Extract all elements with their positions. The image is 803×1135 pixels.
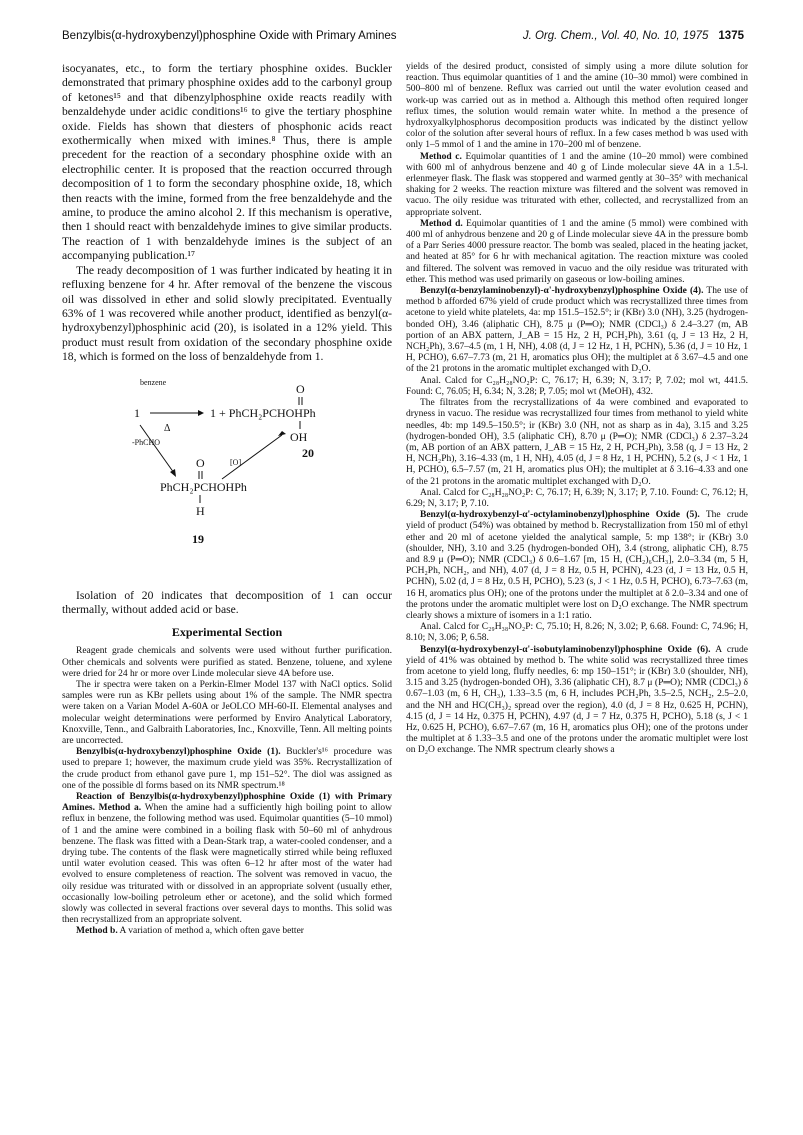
journal-citation — [523, 30, 744, 42]
paragraph — [406, 219, 748, 286]
paragraph-title: Method c. — [420, 151, 462, 162]
paragraph — [62, 926, 392, 937]
paragraph: isocyanates, etc., to form the tertiary phosphine oxides. Buckler demonstrated that primary phosphine oxides add to the carbonyl group of ketones¹⁵ and that dibenzylphosphine oxide reacts readily with benzaldehyde under acidic conditions¹⁶ to give the tertiary phosphine oxide. Fields has shown that diesters of phosphonic acids react exothermically when mixed with imines.⁸ Thus, there is ample precedent for the reaction of a secondary phosphine oxide with an electrophilic center. It is proposed that the reaction occurred through decomposition of 1 to form the secondary phosphine oxide, 18, which then reacts with the imine, formed from the free benzaldehyde and the amine, to produce the amino alcohol 2. If this mechanism is operative, then 1 should react with benzaldehyde imines to give similar products. The reaction of 1 with benzaldehyde imines is the subject of an accompanying publication.¹⁷ — [62, 62, 392, 263]
paragraph-title: Method d. — [420, 218, 463, 229]
scheme-product-a: 1 + PhCH₂PCHOHPh — [210, 405, 316, 420]
running-title: Benzylbis(α-hydroxybenzyl)phosphine Oxide with Primary Amines — [62, 30, 397, 42]
scheme-arrow — [222, 435, 282, 479]
scheme-arrowhead — [170, 469, 176, 477]
paragraph: Anal. Calcd for C₂₈H₂₈NO₂P: C, 76.17; H, 6.39; N, 3.17; P, 7.10. Found: C, 76.12; H, 6.29; N, 3.17; P, 7.10. — [406, 487, 748, 509]
paragraph: Reagent grade chemicals and solvents were used without further purification. Other chemicals and solvents were purified as stated. Benzene, toluene, and xylene were dried for 24 hr or more over Linde molecular sieve 4A before use. — [62, 646, 392, 679]
scheme-number-19: 19 — [192, 531, 204, 546]
paragraph — [406, 152, 748, 219]
paragraph: The filtrates from the recrystallizations of 4a were combined and evaporated to dryness in vacuo. The residue was recrystallized four times from methanol to yield white needles, 4b: mp 149.5–150.5°; ir (KBr) 3.0 (NH, not as sharp as in 4a), 3.15 and 3.25 (hydrogen-bonded OH), 3.5 (aliphatic CH), 8.70 μ (P═O); NMR (CDCl₃) δ 2.37–3.24 (m, AB portion of an ABX pattern, J_AB = 15 Hz, 2 H, PCH₂Ph), 3.58 (q, J = 13 Hz, 2 H, NCH₂Ph), 3.16–4.33 (m, 1 H, NH), 4.05 (d, J = 8 Hz, 1 H, PCHN), 5.2 (s, J < 1 Hz, 1 H, PCHO), 6.5–7.57 (m, 21 H, aromatics plus OH); the multiplet at δ 3.16–4.33 and one of the 21 protons in the aromatic multiplet exchanged with D₂O. — [406, 398, 748, 487]
reaction-scheme-drawing — [62, 373, 392, 583]
paragraph: Anal. Calcd for C₂₈H₂₈NO₂P: C, 76.17; H, 6.39; N, 3.17; P, 7.02; mol wt, 441.5. Found: C, 76.05; H, 6.34; N, 3.28; P, 7.05; mol wt (MeOH), 432. — [406, 375, 748, 397]
paragraph — [406, 286, 748, 376]
scheme-label-heat: Δ — [164, 422, 171, 434]
paragraph-body: The use of method b afforded 67% yield of crude product which was recrystallized three times from acetone to yield white platelets, 4a: mp 151.5–152.5°; ir (KBr) 3.0 (NH), 3.25 (hydrogen-bonded OH), 3.46 (aliphatic CH), 8.75 μ (P═O); NMR (CDCl₃) δ 2.4–3.27 (m, AB portion of an ABX pattern, J_AB = 15 Hz, 2 H, PCH₂Ph), 3.61 (q, J = 13 Hz, 2 H, NCH₂Ph), 3.67–4.5 (m, 1 H, NH), 4.08 (d, J = 12 Hz, 1 H, PCHN), 5.36 (d, J = 10 Hz, 1 H, PCHO), 6.67–7.73 (m, 21 H, aromatics plus OH); the multiplet at δ 3.67–4.5 and one of the 21 protons in the aromatic multiplet exchanged with D₂O. — [406, 286, 748, 375]
page-number: 1375 — [718, 30, 744, 42]
scheme-label-oxidation: [O] — [230, 457, 242, 467]
paragraph — [406, 510, 748, 622]
left-column — [62, 62, 392, 938]
paragraph — [406, 645, 748, 757]
paragraph-body: Equimolar quantities of 1 and the amine (5 mmol) were combined with 400 ml of anhydrous benzene and 20 g of Linde molecular sieve 4A in the pressure bomb of a Parr Series 4000 pressure reactor. The bomb was sealed, placed in the heating jacket, and heated at 85° for 6 hr with mechanical agitation. The reaction mixture was cooled and filtered. The solvent was removed in vacuo and the oily residue was triturated with ether. This method was used primarily on gaseous or low-boiling amines. — [406, 218, 749, 285]
scheme-hydrogen: H — [196, 503, 205, 518]
paragraph: The ir spectra were taken on a Perkin-Elmer Model 137 with NaCl optics. Solid samples were run as KBr pellets using about 1% of the sample. The NMR spectra were taken on a Varian Model A-60A or JeOLCO MH-60-II. Elemental analyses and molecular weight determinations were performed by Enviro Analytical Laboratory, Knoxville, Tenn., and Galbraith Laboratories, Inc., Knoxville, Tenn. All melting points are uncorrected. — [62, 679, 392, 746]
scheme-label-loss: -PhCHO — [132, 437, 161, 447]
paragraph-body: A variation of method a, which often gave better — [117, 926, 304, 937]
scheme-hydroxyl: OH — [290, 429, 308, 444]
paragraph-title: Benzyl(α-hydroxybenzyl-α'-isobutylaminobenzyl)phosphine Oxide (6). — [420, 644, 711, 655]
right-column — [406, 62, 748, 757]
journal-name: J. Org. Chem., Vol. 40, No. 10, 1975 — [522, 30, 709, 42]
scheme-oxygen-2: O — [196, 455, 205, 470]
paragraph-body: The crude yield of product (54%) was obtained by method b. Recrystallization from 150 ml of ethyl ether and 20 ml of acetone yielded the analytical sample, 5: mp 138°; ir (KBr) 3.0 (shoulder, NH), 3.10 and 3.25 (hydrogen-bonded OH), 3.4 (strong, aliphatic CH), 8.75 and 8.9 μ (P═O); NMR (CDCl₃) δ 0.6–1.67 [m, 15 H, (CH₂)₆CH₃], 2.0–3.34 (m, 5 H, PCH₂Ph, NCH₂, and NH), 4.07 (d, J = 8 Hz, 0.5 H, PCHN), 4.23 (d, J = 13 Hz, 0.5 H, PCHN), 5.02 (d, J = 8 Hz, 0.5 H, PCHO), 5.23 (s, J < 1 Hz, 0.5 H, PCHO), 6.73–7.63 (m, 16 H, aromatics plus OH); one of the protons under the multiplet at δ 2.0–3.34 and one of the protons under the aromatic multiplet were lost on D₂O exchange. The NMR spectrum clearly shows a mixture of isomers in a 1:1 ratio. — [406, 510, 748, 621]
paragraph-title: Reaction of Benzylbis(α-hydroxybenzyl)phosphine Oxide (1) with Primary Amines. Method a. — [62, 791, 392, 814]
scheme-product-b: PhCH₂PCHOHPh — [160, 479, 247, 494]
reaction-scheme — [62, 373, 392, 583]
scheme-label-benzene: benzene — [140, 377, 167, 387]
paragraph — [62, 747, 392, 792]
paragraph-body: Equimolar quantities of 1 and the amine (10–20 mmol) were combined with 600 ml of anhydrous benzene and 40 g of Linde molecular sieve 4A in a 1.5-l. erlenmeyer flask. The flask was stoppered and warmed gently at 30–35° with mechanical shaking for 2 weeks. The reaction mixture was filtered and the solvent was removed in vacuo. The oily residue was triturated with ether, collected, and recrystallized from an appropriate solvent. — [406, 151, 748, 218]
paragraph-title: Benzyl(α-hydroxybenzyl-α'-octylaminobenzyl)phosphine Oxide (5). — [420, 510, 700, 521]
paragraph-title: Benzyl(α-benzylaminobenzyl)-α'-hydroxybenzyl)phosphine Oxide (4). — [420, 286, 704, 297]
scheme-arrowhead — [198, 410, 204, 416]
paragraph-title: Method b. — [76, 926, 118, 937]
paragraph: The ready decomposition of 1 was further indicated by heating it in refluxing benzene for 4 hr. After removal of the benzene the viscous oil was dissolved in ether and solid slowly precipitated. Eventually 63% of 1 was recovered while another product, identified as benzyl(α-hydroxybenzyl)phosphinic acid (20), is isolated in a 12% yield. This product must result from oxidation of the secondary phosphine oxide 18, which is formed on the loss of benzaldehyde from 1. — [62, 263, 392, 364]
scheme-oxygen: O — [296, 381, 305, 396]
paragraph-title: Benzylbis(α-hydroxybenzyl)phosphine Oxide (1). — [76, 747, 281, 758]
scheme-compound-1: 1 — [134, 405, 140, 420]
paragraph-body: When the amine had a sufficiently high boiling point to allow reflux in benzene, the following method was used. Equimolar quantities (5–10 mmol) of 1 and the amine were combined in a boiling flask with 50–60 ml of anhydrous benzene. The flask was fitted with a Dean-Stark trap, a water-cooled condenser, and a drying tube. The contents of the flask were magnetically stirred while being refluxed until water evolution ceased. This was often 6–12 hr after most of the water had evolved to ensure completeness of reaction. The solvent was removed in vacuo, the oily residue was triturated with or dissolved in an appropriate solvent (usually ether, occasionally low-boiling petroleum ether or acetone), and the solid which formed slowly was collected in several fractions over several days to months. This solid was then recrystallized from an appropriate solvent. — [62, 803, 393, 926]
paragraph — [62, 792, 392, 926]
paragraph-body: Buckler's¹⁶ procedure was used to prepare 1; however, the maximum crude yield was 35%. Recrystallization of the crude product from ethanol gave pure 1, mp 151–52°. The diol was assigned as one of the possible dl forms based on its NMR spectrum.¹⁸ — [62, 747, 392, 791]
paragraph: Isolation of 20 indicates that decomposition of 1 can occur thermally, without added acid or base. — [62, 588, 392, 616]
running-header — [62, 30, 744, 48]
paragraph-body: A crude yield of 41% was obtained by method b. The white solid was recrystallized three times from acetone to yield long, fluffy needles, 6: mp 150–151°; ir (KBr) 3.0 (shoulder, NH), 3.15 and 3.25 (hydrogen-bonded OH), 3.36 (aliphatic CH), 8.7 μ (P═O); NMR (CDCl₃) δ 0.67–1.03 (m, 6 H, CH₃), 1.33–3.5 (m, 6 H, includes PCH₂Ph, 3.5–2.5, NCH₂, 2.5–2.0, and the NH and HC(CH₃)₂ spread over the region), 4.0 (d, J = 8 Hz, 0.625 H, PCHN), 4.15 (d, J = 14 Hz, 0.375 H, PCHN), 4.97 (d, J = 7 Hz, 0.375 H, PCHO), 5.18 (s, J < 1 Hz, 0.625 H, PCHO), 6.67–7.67 (m, 16 H, aromatics plus OH); one of the protons under the multiplet at δ 1.33–3.5 and one of the protons under the aromatic multiplet were lost on D₂O exchange. The NMR spectrum clearly shows a — [406, 644, 748, 756]
section-heading: Experimental Section — [171, 625, 283, 640]
paragraph: Anal. Calcd for C₂₉H₃₈NO₂P: C, 75.10; H, 8.26; N, 3.02; P, 6.68. Found: C, 74.96; H, 8.10; N, 3.06; P, 6.58. — [406, 622, 748, 644]
scheme-number-20: 20 — [302, 445, 314, 460]
paragraph: yields of the desired product, consisted of simply using a more dilute solution for reaction. Thus equimolar quantities of 1 and the amine (10–30 mmol) were combined in 500–800 ml of benzene. Reflux was carried out until the water evolution ceased and work-up was carried out as in method a. Although this method often required longer reflux times, the solution would remain water white. In method a the presence of hydroxyalkylphosphorus decomposition products was indicated by the distinct yellow color of the solution after several hours of reflux. In a few cases method b was used with only 1–5 mmol of 1 and the amine in 170–200 ml of benzene. — [406, 62, 748, 151]
